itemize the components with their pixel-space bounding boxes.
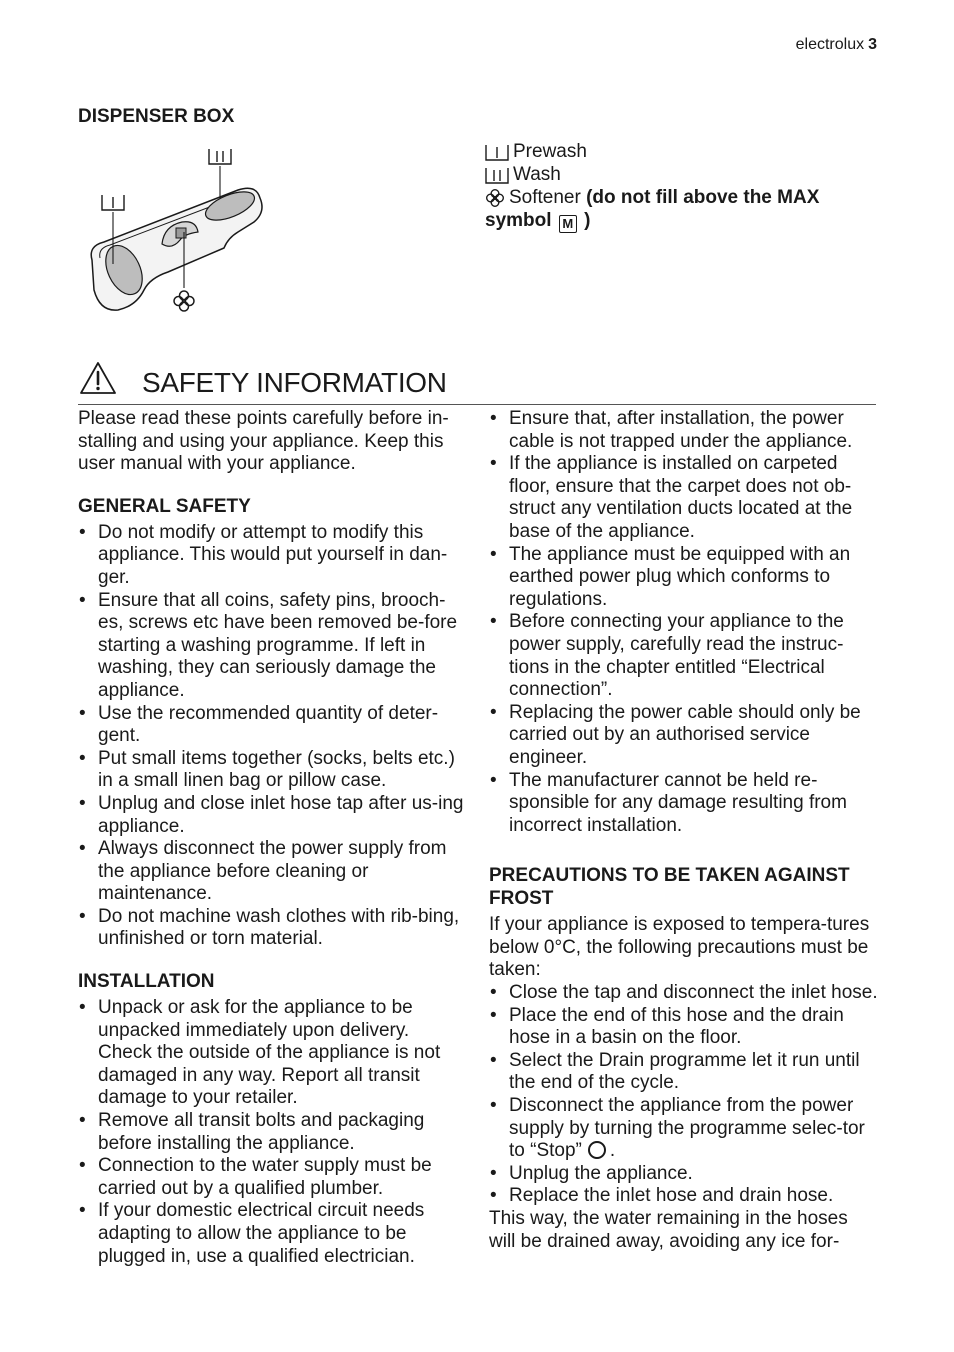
dispenser-legend — [485, 140, 865, 233]
list-item: • Unpack or ask for the appliance to be unpacked immediately upon delivery. Check the outside of the appliance is not damaged in any way. Report all transit damage to your retailer. — [78, 997, 464, 1110]
list-item: • The manufacturer cannot be held re-sponsible for any damage resulting from incorrect installation. — [489, 770, 879, 838]
softener-note: (do not fill above the MAX — [586, 187, 820, 208]
stop-circle-icon — [588, 1141, 606, 1159]
list-item: • If your domestic electrical circuit needs adapting to allow the appliance to be plugged in, use a qualified electrician. — [78, 1200, 464, 1268]
softener-note-symbol: symbol — [485, 210, 552, 231]
list-item: • Replacing the power cable should only be carried out by an authorised service engineer. — [489, 702, 879, 770]
list-item: • Always disconnect the power supply from the appliance before cleaning or maintenance. — [78, 838, 464, 906]
legend-softener — [485, 186, 865, 209]
right-column — [489, 408, 879, 1253]
list-item: • Put small items together (socks, belts etc.) in a small linen bag or pillow case. — [78, 748, 464, 793]
list-item: • Ensure that all coins, safety pins, brooch-es, screws etc have been removed be-fore starting a washing programme. If left in washing, they can seriously damage the appliance. — [78, 590, 464, 703]
page-number: 3 — [868, 36, 877, 53]
list-item: • Close the tap and disconnect the inlet hose. — [489, 982, 879, 1005]
legend-prewash — [485, 140, 865, 163]
list-item: • Before connecting your appliance to the power supply, carefully read the instruc-tions in the chapter entitled “Electrical connection”. — [489, 611, 879, 701]
dispenser-diagram — [78, 140, 278, 320]
softener-note-close: ) — [584, 210, 591, 231]
list-item: • The appliance must be equipped with an earthed power plug which conforms to regulations. — [489, 544, 879, 612]
list-item: • If the appliance is installed on carpeted floor, ensure that the carpet does not ob-struct any ventilation ducts located at the base of the appliance. — [489, 453, 879, 543]
legend-wash — [485, 163, 865, 186]
list-item: • Unplug the appliance. — [489, 1163, 879, 1186]
installation-heading: INSTALLATION — [78, 971, 215, 993]
list-item: • Connection to the water supply must be carried out by a qualified plumber. — [78, 1155, 464, 1200]
safety-intro: Please read these points carefully before in-stalling and using your appliance. Keep this user manual with your appliance. — [78, 408, 449, 475]
legend-wash-label: Wash — [513, 164, 561, 185]
stop-item-text: Disconnect the appliance from the power supply by turning the programme selec-tor to “Stop” — [509, 1095, 865, 1162]
prewash-label-icon — [102, 195, 124, 210]
warning-triangle-icon — [78, 360, 118, 396]
list-item: • Select the Drain programme let it run until the end of the cycle. — [489, 1050, 879, 1095]
legend-softener-label: Softener — [509, 187, 581, 208]
list-item: • Do not modify or attempt to modify this appliance. This would put yourself in dan-ger. — [78, 522, 464, 590]
list-item: • Unplug and close inlet hose tap after us-ing appliance. — [78, 793, 464, 838]
softener-icon — [485, 188, 505, 208]
list-item: • Remove all transit bolts and packaging before installing the appliance. — [78, 1110, 464, 1155]
list-item: • Do not machine wash clothes with rib-bing, unfinished or torn material. — [78, 906, 464, 951]
page-header — [796, 36, 877, 54]
frost-closing: This way, the water remaining in the hoses will be drained away, avoiding any ice for- — [489, 1208, 848, 1252]
installation-list — [78, 997, 464, 1268]
wash-label-icon — [209, 149, 231, 164]
softener-flower-icon — [174, 291, 194, 311]
list-item-stop — [489, 1095, 879, 1163]
brand-name: electrolux — [795, 36, 865, 53]
prewash-icon — [485, 143, 509, 161]
legend-prewash-label: Prewash — [513, 141, 587, 162]
legend-softener-note-line2 — [485, 209, 865, 233]
wash-icon — [485, 166, 509, 184]
frost-intro: If your appliance is exposed to tempera-tures below 0°C, the following precautions must be taken: — [489, 914, 870, 981]
max-symbol-icon: M — [559, 215, 577, 233]
safety-section-title — [78, 360, 876, 405]
list-item: • Ensure that, after installation, the power cable is not trapped under the appliance. — [489, 408, 879, 453]
frost-list — [489, 982, 879, 1208]
list-item: • Place the end of this hose and the drain hose in a basin on the floor. — [489, 1005, 879, 1050]
stop-item-end: . — [609, 1140, 616, 1162]
frost-heading: PRECAUTIONS TO BE TAKEN AGAINST FROST — [489, 865, 850, 910]
general-safety-list — [78, 522, 464, 951]
list-item: • Use the recommended quantity of deter-gent. — [78, 703, 464, 748]
safety-title-text: SAFETY INFORMATION — [142, 367, 447, 398]
dispenser-heading: DISPENSER BOX — [78, 106, 235, 127]
list-item: • Replace the inlet hose and drain hose. — [489, 1185, 879, 1208]
installation-list-continued — [489, 408, 879, 837]
left-column — [78, 408, 464, 1268]
general-safety-heading: GENERAL SAFETY — [78, 495, 251, 517]
